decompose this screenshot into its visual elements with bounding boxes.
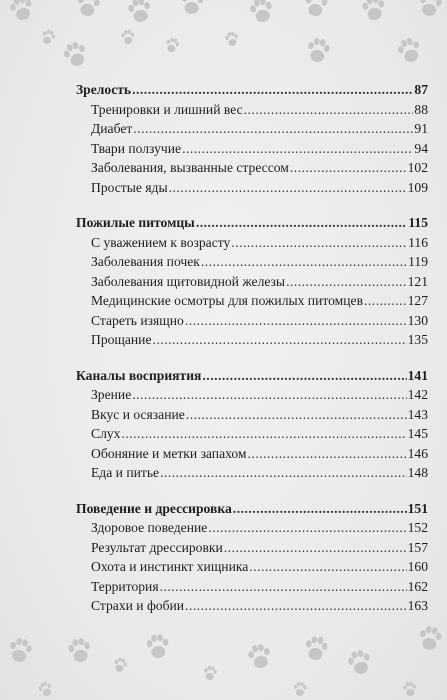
- paw-print-icon: [304, 0, 329, 17]
- toc-leader-dots: [202, 366, 406, 386]
- paw-print-icon: [127, 0, 152, 24]
- toc-entry: [76, 596, 428, 616]
- paw-print-icon: [146, 634, 170, 659]
- paw-print-icon: [304, 635, 329, 661]
- toc-leader-dots: [233, 499, 407, 519]
- toc-heading-title: Поведение и дрессировка: [76, 500, 232, 516]
- paw-print-icon: [121, 29, 135, 44]
- toc-entry: [76, 252, 428, 272]
- paw-print-icon: [293, 681, 307, 696]
- toc-entry: [76, 311, 428, 331]
- toc-page-number: 115: [408, 215, 428, 230]
- toc-entry-title: С уважением к возрасту: [91, 234, 231, 250]
- toc-entry-title: Медицинские осмотры для пожилых питомцев: [91, 293, 363, 308]
- paw-print-icon: [112, 657, 128, 674]
- toc-leader-dots: [169, 178, 407, 198]
- toc-entry: [76, 424, 428, 444]
- toc-leader-dots: [196, 213, 408, 233]
- section-spacer: [76, 483, 428, 499]
- paw-print-icon: [346, 648, 373, 676]
- toc-entry-title: Заболевания щитовидной железы: [91, 273, 286, 289]
- toc-section-heading: [76, 366, 428, 386]
- toc-entry: [76, 557, 428, 577]
- toc-page-number: 88: [414, 101, 428, 117]
- toc-entry: [76, 444, 428, 464]
- paw-print-icon: [361, 0, 386, 21]
- toc-leader-dots: [132, 80, 413, 100]
- paw-print-icon: [417, 0, 443, 18]
- paw-print-icon: [67, 637, 92, 664]
- paw-print-icon: [224, 31, 239, 47]
- toc-heading-title: Пожилые питомцы: [76, 215, 195, 230]
- paw-print-icon: [203, 665, 218, 681]
- toc-page-number: 152: [407, 520, 428, 535]
- toc-page-number: 91: [414, 121, 428, 136]
- toc-entry: [76, 405, 428, 425]
- toc-page-number: 151: [407, 500, 428, 516]
- paw-print-icon: [306, 37, 331, 64]
- toc-leader-dots: [364, 291, 407, 311]
- paw-print-icon: [396, 36, 424, 65]
- toc-entry: [76, 178, 428, 198]
- toc-leader-dots: [132, 385, 406, 405]
- toc-entry-title: Заболевания почек: [91, 254, 200, 269]
- table-of-contents: [76, 80, 428, 616]
- toc-entry: [76, 463, 428, 483]
- toc-page-number: 160: [407, 559, 428, 574]
- toc-leader-dots: [182, 139, 413, 159]
- toc-section: [76, 366, 428, 483]
- toc-entry: [76, 538, 428, 558]
- paw-print-icon: [249, 0, 275, 24]
- toc-section-heading: [76, 213, 428, 233]
- toc-entry-title: Диабет: [91, 121, 133, 136]
- toc-entry-title: Обоняние и метки запахом: [91, 445, 247, 461]
- toc-page-number: 102: [407, 160, 428, 175]
- toc-entry: [76, 139, 428, 159]
- toc-entry-title: Слух: [91, 426, 121, 441]
- toc-leader-dots: [160, 577, 407, 597]
- toc-leader-dots: [121, 424, 406, 444]
- toc-leader-dots: [248, 444, 407, 464]
- toc-entry-title: Прощание: [91, 332, 152, 347]
- toc-entry: [76, 518, 428, 538]
- toc-page-number: 87: [414, 82, 428, 97]
- toc-leader-dots: [153, 330, 407, 350]
- toc-leader-dots: [133, 119, 413, 139]
- toc-page-number: 145: [407, 426, 428, 441]
- paw-print-icon: [76, 0, 101, 18]
- toc-section-heading: [76, 499, 428, 519]
- toc-entry: [76, 330, 428, 350]
- toc-entry-title: Простые яды: [91, 179, 168, 195]
- paw-print-icon: [7, 636, 33, 664]
- toc-page-number: 119: [408, 254, 428, 269]
- toc-page-number: 94: [414, 140, 428, 156]
- toc-page-number: 116: [408, 234, 428, 250]
- paw-print-icon: [8, 0, 35, 22]
- toc-entry-title: Еда и питье: [91, 465, 160, 480]
- toc-page-number: 109: [407, 179, 428, 195]
- toc-page-number: 141: [407, 367, 428, 383]
- toc-leader-dots: [290, 158, 407, 178]
- toc-leader-dots: [208, 518, 406, 538]
- toc-section: [76, 499, 428, 616]
- toc-section: [76, 80, 428, 197]
- paw-print-icon: [61, 40, 89, 70]
- toc-leader-dots: [249, 557, 406, 577]
- toc-entry: [76, 291, 428, 311]
- toc-entry: [76, 158, 428, 178]
- toc-page-number: 157: [407, 539, 428, 555]
- toc-entry-title: Зрение: [91, 387, 132, 402]
- toc-leader-dots: [286, 272, 407, 292]
- toc-page-number: 130: [407, 312, 428, 328]
- toc-entry-title: Территория: [91, 578, 159, 594]
- toc-leader-dots: [185, 311, 407, 331]
- toc-entry-title: Стареть изящно: [91, 312, 184, 328]
- toc-entry: [76, 100, 428, 120]
- toc-entry: [76, 119, 428, 139]
- paw-print-icon: [247, 642, 273, 670]
- toc-entry-title: Заболевания, вызванные стрессом: [91, 160, 289, 175]
- section-spacer: [76, 197, 428, 213]
- toc-entry-title: Охота и инстинкт хищника: [91, 559, 249, 574]
- toc-entry: [76, 385, 428, 405]
- toc-leader-dots: [186, 405, 407, 425]
- toc-page-number: 121: [407, 273, 428, 289]
- paw-print-icon: [164, 37, 180, 54]
- toc-leader-dots: [201, 252, 407, 272]
- toc-entry-title: Страхи и фобии: [91, 598, 185, 613]
- toc-leader-dots: [160, 463, 407, 483]
- paw-print-icon: [40, 28, 56, 45]
- paw-print-icon: [37, 680, 53, 697]
- toc-heading-title: Зрелость: [76, 82, 132, 97]
- toc-page-number: 135: [407, 332, 428, 347]
- toc-page-number: 142: [407, 387, 428, 402]
- toc-leader-dots: [224, 538, 407, 558]
- toc-page-number: 146: [407, 445, 428, 461]
- paw-print-icon: [418, 625, 443, 652]
- toc-entry: [76, 577, 428, 597]
- toc-leader-dots: [244, 100, 414, 120]
- toc-page-number: 143: [407, 406, 428, 422]
- toc-section-heading: [76, 80, 428, 100]
- toc-heading-title: Каналы восприятия: [76, 367, 202, 383]
- toc-entry-title: Тренировки и лишний вес: [91, 101, 243, 117]
- paw-print-icon: [180, 0, 204, 15]
- toc-entry-title: Здоровое поведение: [91, 520, 208, 535]
- toc-leader-dots: [231, 233, 407, 253]
- toc-leader-dots: [185, 596, 407, 616]
- toc-entry-title: Твари ползучие: [91, 140, 182, 156]
- toc-entry: [76, 233, 428, 253]
- paw-print-icon: [403, 681, 417, 697]
- section-spacer: [76, 350, 428, 366]
- toc-page-number: 163: [407, 598, 428, 613]
- toc-entry-title: Результат дрессировки: [91, 539, 223, 555]
- toc-section: [76, 213, 428, 350]
- toc-page-number: 148: [407, 465, 428, 480]
- toc-entry: [76, 272, 428, 292]
- toc-entry-title: Вкус и осязание: [91, 406, 185, 422]
- toc-page-number: 127: [407, 293, 428, 308]
- toc-page-number: 162: [407, 578, 428, 594]
